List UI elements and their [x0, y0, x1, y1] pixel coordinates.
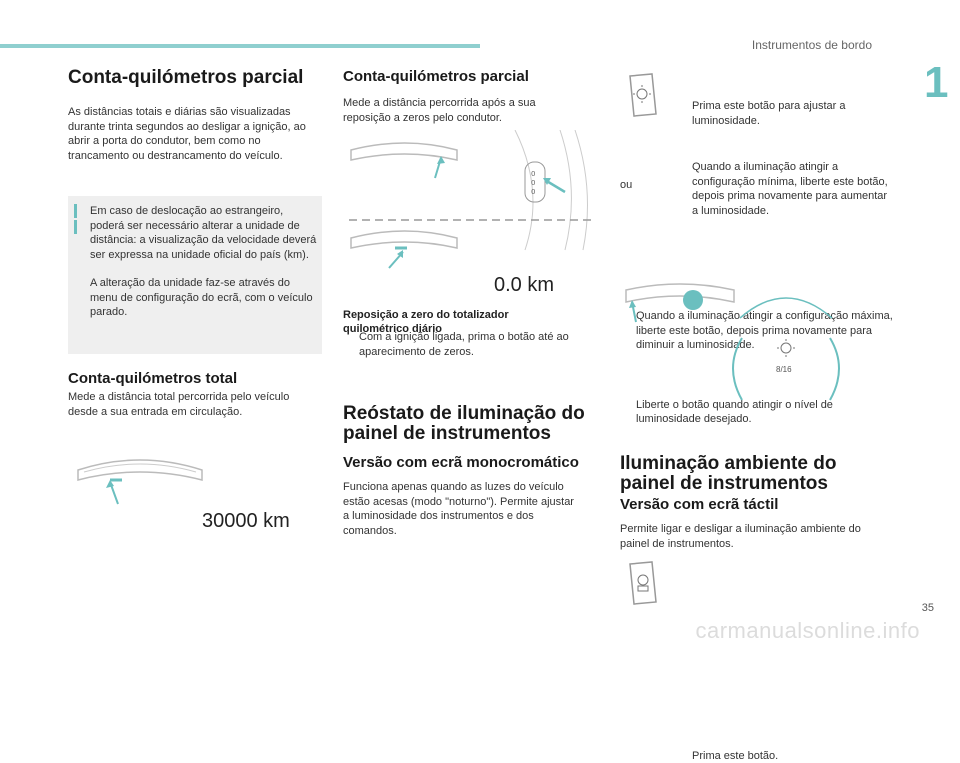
brightness-step-1-text: Prima este botão para ajustar a luminosidade.: [692, 100, 845, 127]
reset-caption: Reposição a zero do totalizador quilométrico diário: [343, 308, 543, 336]
heading-monochrome-version: Versão com ecrã monocromático: [343, 454, 579, 472]
svg-text:0: 0: [531, 188, 535, 196]
info-icon: [74, 204, 77, 218]
section-title: Instrumentos de bordo: [752, 38, 872, 52]
brightness-button-illustration: [620, 70, 660, 120]
note-text-2: A alteração da unidade faz-se através do menu de configuração do ecrã, com o veículo parado.: [90, 276, 318, 320]
total-distance-display: 30000 km: [202, 510, 290, 533]
odometer-reset-illustration: [345, 130, 595, 300]
paragraph-monochrome: Funciona apenas quando as luzes do veículo estão acesas (modo "noturno"). Permite ajustar a luminosidade dos instrumentos e dos comandos.: [343, 480, 583, 538]
header-accent-bar: [0, 44, 480, 48]
heading-touchscreen-version: Versão com ecrã táctil: [620, 496, 778, 514]
paragraph-partial-distance: Mede a distância percorrida após a sua reposição a zeros pelo condutor.: [343, 96, 583, 125]
ambient-button-illustration: [620, 558, 660, 608]
paragraph-total-odometer: Mede a distância total percorrida pelo veículo desde a sua entrada em circulação.: [68, 390, 318, 419]
reset-instruction: [343, 330, 609, 359]
heading-partial-odometer-2: Conta-quilómetros parcial: [343, 68, 529, 86]
page-number: 35: [922, 602, 934, 614]
chapter-number: 1: [924, 62, 946, 104]
brightness-level: 8/16: [776, 365, 792, 374]
brightness-level-illustration: [620, 278, 870, 438]
or-text: ou: [620, 178, 632, 193]
instrument-panel-illustration-total: [70, 450, 210, 510]
brightness-step-4-text: Liberte o botão quando atingir o nível de luminosidade desejado.: [636, 399, 833, 426]
ambient-step: [676, 749, 892, 763]
heading-rheostat: Reóstato de iluminação do painel de instrumentos: [343, 404, 603, 444]
brightness-step-1: [676, 99, 892, 128]
heading-total-odometer: Conta-quilómetros total: [68, 370, 237, 388]
paragraph-touchscreen: Permite ligar e desligar a iluminação ambiente do painel de instrumentos.: [620, 522, 870, 551]
brightness-step-2: [676, 160, 892, 218]
reset-instruction-text: Com a ignição ligada, prima o botão até ao aparecimento de zeros.: [359, 331, 569, 358]
ambient-step-text: Prima este botão.: [692, 750, 778, 762]
info-note: [68, 196, 322, 354]
heading-ambient-lighting: Iluminação ambiente do painel de instrumentos: [620, 454, 880, 494]
svg-text:0: 0: [531, 179, 535, 187]
brightness-step-2-text: Quando a iluminação atingir a configuração mínima, liberte este botão, depois prima novamente para aumentar a luminosidade.: [692, 161, 888, 217]
partial-distance-display: 0.0 km: [494, 274, 554, 297]
brightness-step-3-text: Quando a iluminação atingir a configuração máxima, liberte este botão, depois prima novamente para diminuir a luminosidade.: [636, 310, 893, 351]
watermark: carmanualsonline.info: [695, 618, 920, 644]
paragraph-partial-odometer: As distâncias totais e diárias são visualizadas durante trinta segundos ao desligar a ignição, ao abrir a porta do condutor, bem como no trancamento ou destrancamento do veículo.: [68, 105, 318, 163]
info-icon-stem: [74, 220, 77, 234]
svg-text:0: 0: [531, 170, 535, 178]
heading-partial-odometer: Conta-quilómetros parcial: [68, 68, 303, 88]
note-text-1: Em caso de deslocação ao estrangeiro, poderá ser necessário alterar a unidade de distância: a visualização da velocidade deverá ser expressa na unidade oficial do país (km).: [90, 204, 318, 262]
